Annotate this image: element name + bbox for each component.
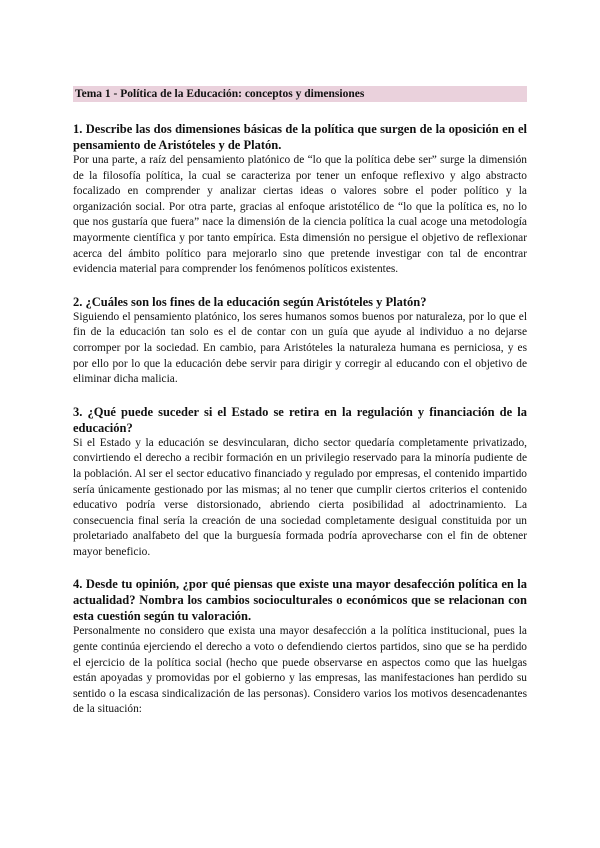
question-heading: 1. Describe las dos dimensiones básicas de la política que surgen de la oposición en el pensamiento de Aristóteles y de Platón. [73, 122, 527, 152]
question-block-1 [73, 121, 527, 278]
question-block-4 [73, 576, 527, 718]
question-heading: 4. Desde tu opinión, ¿por qué piensas que existe una mayor desafección política en la actualidad? Nombra los cambios socioculturales o económicos que se relacionan con esta cuestión según tu valoración. [73, 577, 527, 624]
question-block-3 [73, 404, 527, 561]
question-block-2 [73, 294, 527, 388]
question-heading: 3. ¿Qué puede suceder si el Estado se retira en la regulación y financiación de la educación? [73, 404, 527, 435]
question-heading: 2. ¿Cuáles son los fines de la educación según Aristóteles y Platón? [73, 294, 427, 309]
answer-paragraph: Siguiendo el pensamiento platónico, los seres humanos somos buenos por naturaleza, por lo que el fin de la educación tan solo es el de contar con un guía que ayude al individuo a no dejarse corromper por la sociedad. En cambio, para Aristóteles la naturaleza humana es perniciosa, y es por ello por lo que la educación debe servir para dirigir y corregir al educando con el objetivo de eliminar dicha malicia. [73, 310, 527, 386]
answer-paragraph: Personalmente no considero que exista una mayor desafección a la política institucional, pues la gente continúa ejerciendo el derecho a voto o defendiendo ciertos partidos, sino que se ha perdido el ejercicio de la política social (hecho que puede observarse en aspectos como que las huelgas están apoyadas y promovidas por el gobierno y las empresas, las manifestaciones han perdido su sentido o la escasa sindicalización de las personas). Considero varios los motivos desencadenantes de la situación: [73, 625, 527, 716]
page-title: Tema 1 - Política de la Educación: conceptos y dimensiones [73, 86, 527, 102]
answer-paragraph: Por una parte, a raíz del pensamiento platónico de “lo que la política debe ser” surge la dimensión de la filosofía política, la cual se caracteriza por tener un enfoque reflexivo y algo abstracto focalizado en comprender y analizar ciertas ideas o valores sobre el poder político y la organización social. Por otra parte, gracias al enfoque aristotélico de “lo que la política es, no lo que nos gustaría que fuera” nace la dimensión de la ciencia política la cual acoge una metodología mayormente científica y por tanto empírica. Esta dimensión no persigue el objetivo de reflexionar acerca del ámbito político para mejorarlo sino que pretende investigar con tal de encontrar evidencia material para comprender los fenómenos políticos existentes. [73, 154, 527, 276]
answer-paragraph: Si el Estado y la educación se desvincularan, dicho sector quedaría completamente privatizado, convirtiendo el derecho a recibir formación en un privilegio reservado para la minoría pudiente de la población. Al ser el sector educativo financiado y regulado por empresas, el contenido impartido sería únicamente gestionado por las mismas; al no tener que cumplir ciertos criterios el contenido educativo podría verse distorsionado, abriendo cierta posibilidad al adoctrinamiento. La consecuencia final sería la creación de una sociedad completamente desigual constituida por un proletariado analfabeto del que la burguesía formada podría aprovecharse con el fin de obtener mayor beneficio. [73, 436, 527, 558]
document-content [73, 86, 527, 734]
